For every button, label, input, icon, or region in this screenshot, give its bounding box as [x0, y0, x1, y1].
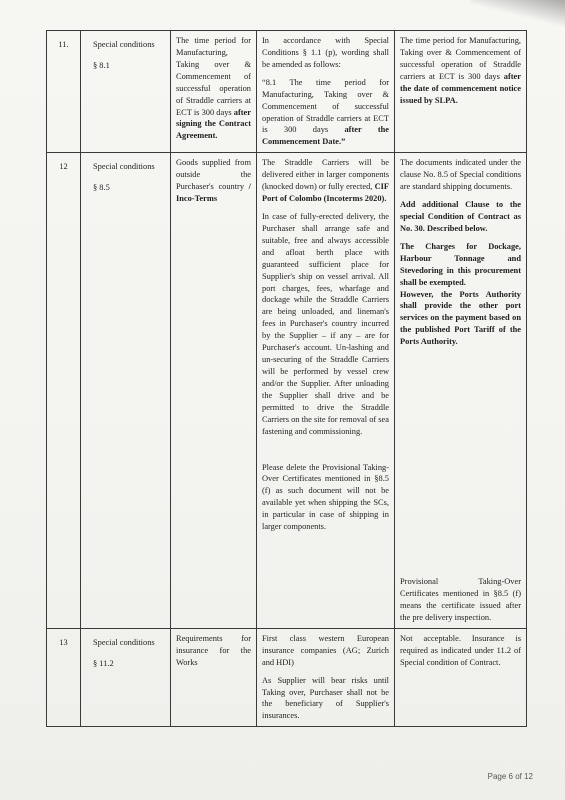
subject-cell: [171, 153, 257, 629]
table-row: [47, 31, 527, 153]
condition-cell: [81, 628, 171, 726]
request-paragraph: First class western European insurance companies (AG; Zurich and HDI): [262, 633, 389, 667]
response-cell: Not acceptable. Insurance is required as indicated under 11.2 of Special condition of Contract.: [395, 628, 527, 726]
response-emphasis: after the date of commencement notice issued by SLPA.: [400, 71, 521, 105]
request-paragraph: [262, 77, 389, 149]
request-cell: [257, 153, 395, 629]
request-paragraph: [262, 157, 389, 205]
condition-cell: [81, 153, 171, 629]
request-cell: [257, 628, 395, 726]
response-text: The time period for Manufacturing, Taking over & Commencement of successful operation of Straddle carriers at ECT is 300 days: [400, 36, 521, 81]
response-paragraph: The Charges for Dockage, Harbour Tonnage and Stevedoring in this procurement shall be exempted.: [400, 241, 521, 287]
response-paragraph: Add additional Clause to the special Condition of Contract as No. 30. Described below.: [400, 200, 521, 233]
request-cell: [257, 31, 395, 153]
subject-text: Goods supplied from outside the Purchaser's country: [176, 158, 251, 192]
request-paragraph: As Supplier will bear risks until Taking over, Purchaser shall not be the beneficiary of Supplier's insurances.: [262, 675, 389, 721]
response-paragraph: However, the Ports Authority shall provide the other port services on the payment based on the published Port Tariff of the Ports Authority.: [400, 289, 521, 347]
request-text: The Straddle Carriers will be delivered either in larger components (knocked down) or fully erected,: [262, 158, 389, 192]
condition-label: Special conditions: [93, 40, 155, 49]
row-number: 12: [47, 153, 81, 629]
request-text: “8.1 The time period for Manufacturing, Taking over & Commencement of successful operation of Straddle carriers at ECT is 300 days: [262, 77, 389, 135]
clarification-table: [46, 30, 527, 727]
clause-reference: § 8.1: [93, 60, 110, 70]
response-cell: [395, 31, 527, 153]
subject-cell: [171, 31, 257, 153]
page-number: Page 6 of 12: [487, 772, 533, 781]
row-number: 13: [47, 628, 81, 726]
response-paragraph: The documents indicated under the clause No. 8.5 of Special conditions are standard shipping documents.: [400, 158, 521, 192]
condition-cell: [81, 31, 171, 153]
table-row: [47, 628, 527, 726]
response-paragraph: Provisional Taking-Over Certificates mentioned in §8.5 (f) means the certificate issued after the pre delivery inspection.: [400, 577, 521, 622]
request-emphasis: after the Commencement Date.”: [262, 125, 390, 147]
clause-reference: § 11.2: [93, 658, 114, 668]
table-row: [47, 153, 527, 629]
row-number: 11.: [47, 31, 81, 153]
request-emphasis: CIF Port of Colombo (Incoterms 2020).: [262, 182, 389, 204]
response-cell: [395, 153, 527, 629]
condition-label: Special conditions: [93, 637, 155, 647]
request-paragraph: Please delete the Provisional Taking-Over Certificates mentioned in §8.5 (f) as such document will not be available yet when shipping the SCs, in particular in case of shipping in larger components.: [262, 462, 389, 532]
request-paragraph: In accordance with Special Conditions § 1.1 (p), wording shall be amended as follows:: [262, 36, 389, 69]
subject-cell: Requirements for insurance for the Works: [171, 628, 257, 726]
subject-text: The time period for Manufacturing, Taking over & Commencement of successful operation of Straddle carriers at ECT is 300 days: [176, 36, 251, 117]
condition-label: Special conditions: [93, 162, 155, 172]
subject-emphasis: after signing the Contract Agreement.: [176, 107, 251, 141]
clause-reference: § 8.5: [93, 183, 110, 193]
subject-emphasis: / Inco-Terms: [176, 182, 251, 204]
request-paragraph: In case of fully-erected delivery, the Purchaser shall arrange safe and suitable, free and always accessible and afloat berth place with guaranteed sufficient place for Supplier's ship on vessel arrival. All port charges, fees, wharfage and dockage while the Straddle Carriers are being unloaded, and lineman's fees in Purchaser's country incurred by the Supplier – if any – are for Purchaser's account. Un-lashing and un-securing of the Straddle Carriers will be performed by vessel crew and/or the Supplier. After unloading the Supplier shall drive and be permitted to drive the Straddle Carriers on the site for removal of sea fastening and commissioning.: [262, 211, 389, 436]
